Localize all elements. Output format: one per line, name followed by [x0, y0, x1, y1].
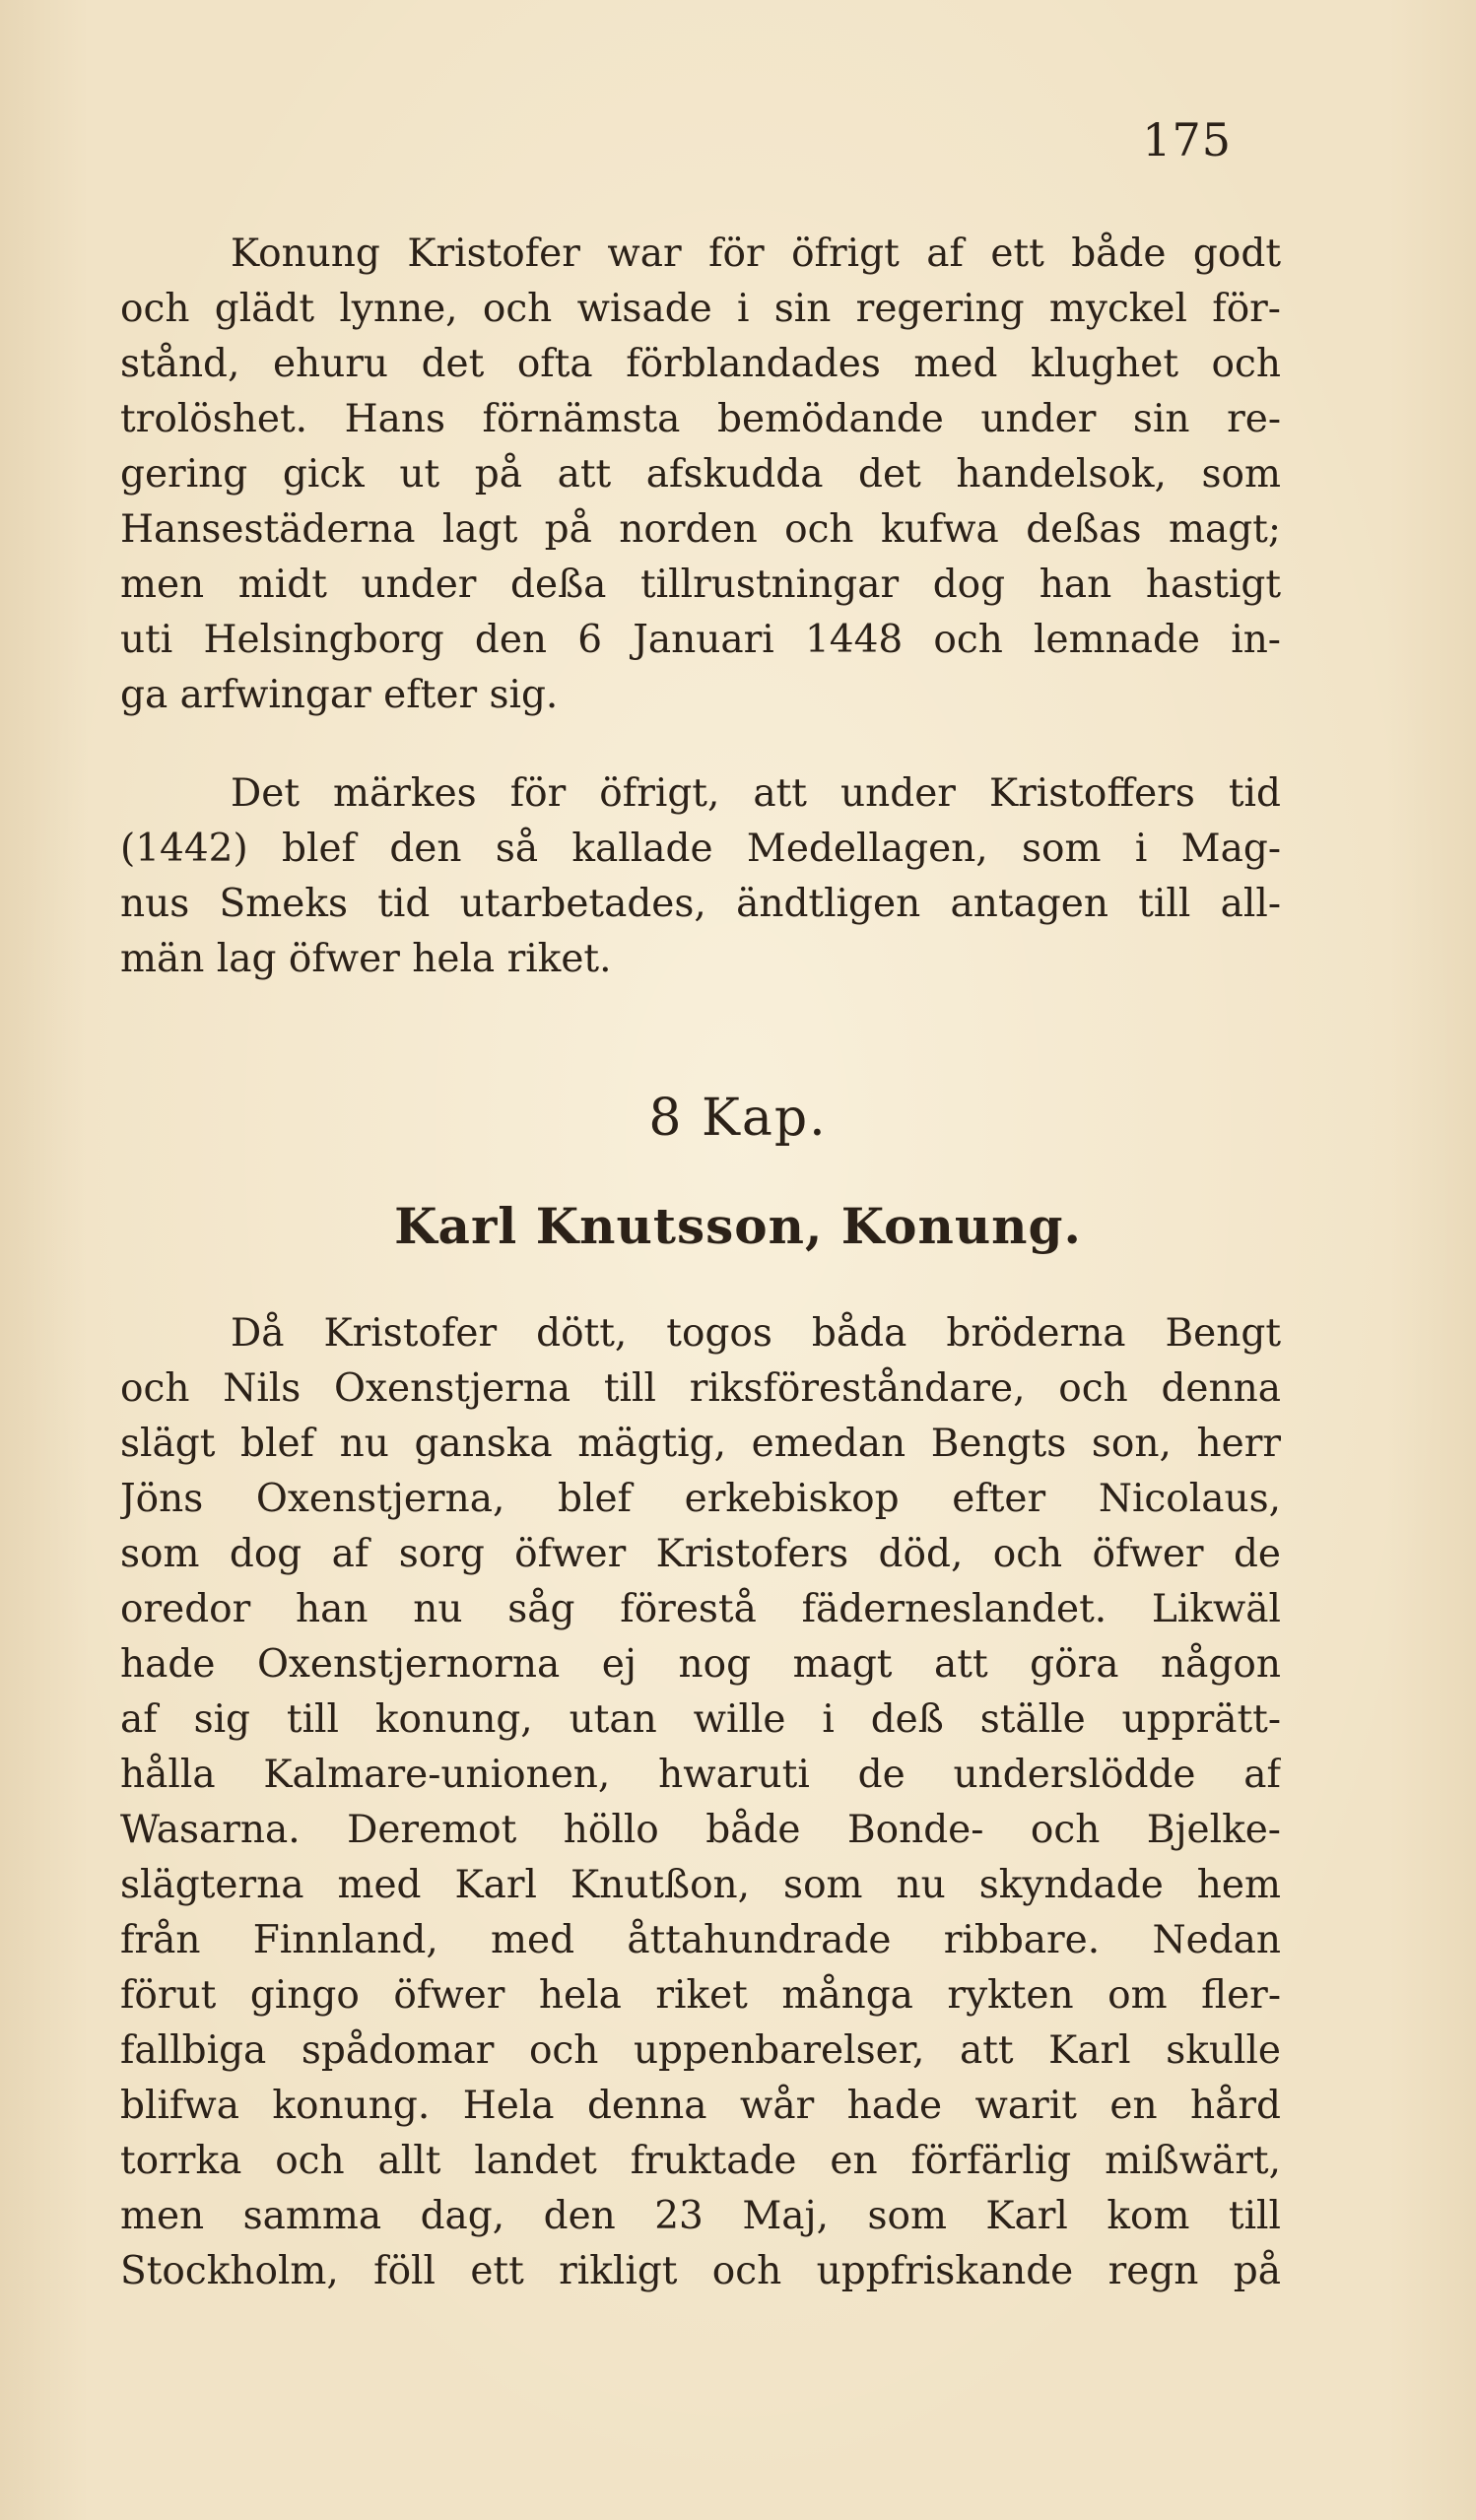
text-line: Konung Kristofer war för öfrigt af ett både godt	[231, 232, 1281, 276]
chapter-title: Karl Knutsson, Konung.	[394, 1197, 1082, 1255]
text-line: Då Kristofer dött, togos båda bröderna Bengt	[231, 1311, 1281, 1356]
text-line: stånd, ehuru det ofta förblandades med klughet och	[120, 342, 1281, 386]
text-line: slägt blef nu ganska mägtig, emedan Bengts son, herr	[120, 1422, 1281, 1466]
text-line: hade Oxenstjernorna ej nog magt att göra någon	[120, 1642, 1281, 1687]
text-line: nus Smeks tid utarbetades, ändtligen antagen till all-	[120, 882, 1281, 926]
paragraph-2	[120, 766, 1281, 987]
text-line: män lag öfwer hela riket.	[120, 937, 612, 981]
page-number: 175	[1142, 113, 1232, 166]
text-line: förut gingo öfwer hela riket många rykten om fler-	[120, 1973, 1281, 2018]
text-line: Det märkes för öfrigt, att under Kristoffers tid	[231, 771, 1281, 816]
text-line: Hansestäderna lagt på norden och kufwa deßas magt;	[120, 507, 1281, 552]
text-line: trolöshet. Hans förnämsta bemödande under sin re-	[120, 397, 1281, 441]
text-line: och Nils Oxenstjerna till riksföreståndare, och denna	[120, 1366, 1281, 1411]
text-line: men samma dag, den 23 Maj, som Karl kom till	[120, 2194, 1281, 2238]
text-line: blifwa konung. Hela denna wår hade warit en hård	[120, 2084, 1281, 2128]
text-line: Jöns Oxenstjerna, blef erkebiskop efter Nicolaus,	[120, 1477, 1281, 1521]
text-line: från Finnland, med åttahundrade ribbare. Nedan	[120, 1918, 1281, 1962]
text-line: hålla Kalmare-unionen, hwaruti de underslödde af	[120, 1753, 1281, 1797]
text-line: oredor han nu såg förestå fäderneslandet. Likwäl	[120, 1587, 1281, 1631]
text-line: slägterna med Karl Knutßon, som nu skyndade hem	[120, 1863, 1281, 1907]
text-line: men midt under deßa tillrustningar dog han hastigt	[120, 563, 1281, 607]
text-line: Wasarna. Deremot höllo både Bonde- och Bjelke-	[120, 1808, 1281, 1852]
text-line: ga arfwingar efter sig.	[120, 673, 559, 717]
paragraph-3	[120, 1306, 1281, 2299]
text-line: som dog af sorg öfwer Kristofers död, och öfwer de	[120, 1532, 1281, 1576]
paragraph-1	[120, 227, 1281, 723]
text-line: uti Helsingborg den 6 Januari 1448 och lemnade in-	[120, 618, 1281, 662]
text-line: fallbiga spådomar och uppenbarelser, att Karl skulle	[120, 2028, 1281, 2073]
text-line: torrka och allt landet fruktade en förfärlig mißwärt,	[120, 2139, 1281, 2183]
text-line: och glädt lynne, och wisade i sin regering myckel för-	[120, 287, 1281, 331]
text-line: Stockholm, föll ett rikligt och uppfriskande regn på	[120, 2249, 1281, 2293]
text-line: gering gick ut på att afskudda det handelsok, som	[120, 452, 1281, 497]
chapter-number: 8 Kap.	[648, 1089, 828, 1148]
text-line: (1442) blef den så kallade Medellagen, som i Mag-	[120, 827, 1281, 871]
text-line: af sig till konung, utan wille i deß ställe upprätt-	[120, 1697, 1281, 1742]
